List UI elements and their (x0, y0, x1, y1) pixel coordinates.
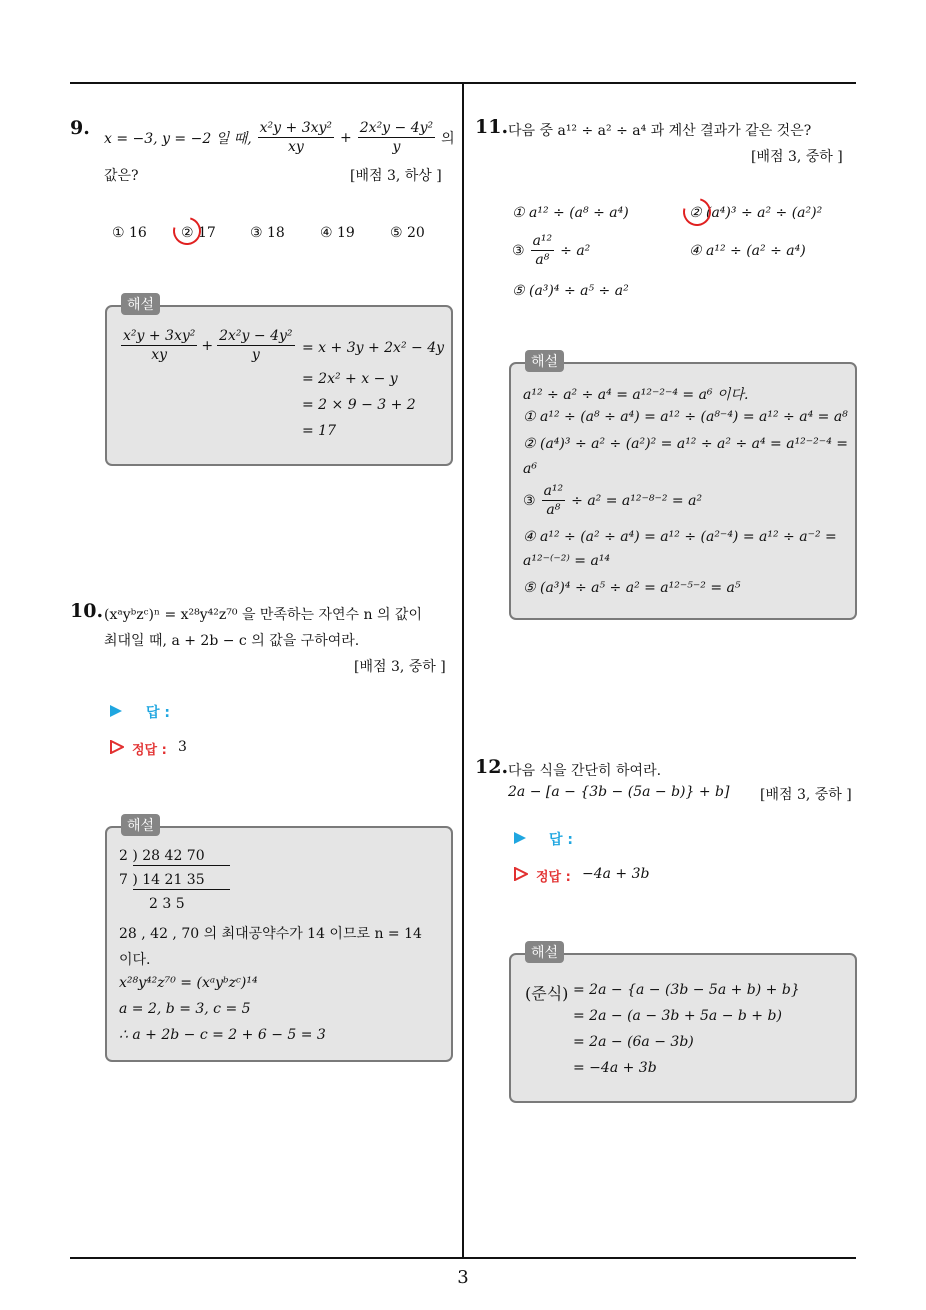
solution-lhs (121, 327, 295, 364)
solution-step: = 2a − (a − 3b + 5a − b + b) (573, 1008, 782, 1024)
question-number: 9. (70, 117, 90, 139)
solution-step: = 2a − (6a − 3b) (573, 1034, 694, 1050)
fraction-1 (258, 119, 334, 156)
solution-line: a⁶ (523, 461, 537, 477)
choice-3[interactable]: ③ 18 (250, 225, 285, 241)
answer-label: 답 : (146, 705, 170, 721)
choice-fraction (531, 232, 555, 269)
choice-2[interactable]: ② (a⁴)³ ÷ a² ÷ (a²)² (689, 205, 823, 221)
solution-step: = 2a − {a − (3b − 5a + b) + b} (573, 982, 800, 998)
correct-value: 3 (178, 739, 187, 755)
choice-tail: ÷ a² (560, 242, 591, 259)
question-lead: x = −3, y = −2 일 때, (104, 130, 252, 147)
question-number: 10. (70, 600, 104, 622)
division-row-2: 7 ) 14 21 35 (119, 872, 205, 888)
correct-triangle-icon (110, 740, 124, 754)
solution-line (523, 482, 702, 519)
solution-tag: 해설 (525, 350, 564, 372)
solution-line: ④ a¹² ÷ (a² ÷ a⁴) = a¹² ÷ (a²⁻⁴) = a¹² ÷ a⁻² = (523, 529, 837, 545)
fraction-numerator: 2x²y − 4y² (359, 120, 434, 136)
fraction-numerator: 2x²y − 4y² (219, 328, 293, 344)
fraction-numerator: x²y + 3xy² (123, 328, 196, 344)
page-number: 3 (457, 1267, 469, 1288)
score-label: [배점 3, 중하 ] (354, 659, 446, 675)
answer-triangle-icon (110, 705, 122, 717)
solution-line: ② (a⁴)³ ÷ a² ÷ (a²)² = a¹² ÷ a² ÷ a⁴ = a¹²⁻²⁻⁴ = (523, 436, 848, 452)
fraction-denominator: xy (287, 139, 304, 155)
choice-5[interactable]: ⑤ 20 (390, 225, 425, 241)
question-text-line2: 값은? (104, 168, 139, 184)
solution-text: ∴ a + 2b − c = 2 + 6 − 5 = 3 (119, 1027, 326, 1043)
question-text (104, 119, 455, 156)
plus-sign: + (201, 337, 214, 354)
fraction-2 (217, 327, 294, 364)
solution-text: x²⁸y⁴²z⁷⁰ = (xᵃyᵇzᶜ)¹⁴ (119, 975, 258, 991)
division-row-3: 2 3 5 (149, 896, 185, 912)
solution-box (105, 818, 453, 1062)
choice-mark: ③ (512, 242, 525, 259)
answer-triangle-icon (514, 832, 526, 844)
fraction-denominator: xy (151, 347, 168, 363)
fraction-1 (121, 327, 197, 364)
solution-line: a¹² ÷ a² ÷ a⁴ = a¹²⁻²⁻⁴ = a⁶ 이다. (523, 387, 749, 403)
solution-box (509, 945, 857, 1103)
division-row-1: 2 ) 28 42 70 (119, 848, 205, 864)
question-text: 다음 중 a¹² ÷ a² ÷ a⁴ 과 계산 결과가 같은 것은? (508, 123, 812, 139)
solution-step: = 2x² + x − y (302, 371, 398, 387)
score-label: [배점 3, 중하 ] (760, 787, 852, 803)
question-number: 12. (475, 756, 509, 778)
choice-1[interactable]: ① a¹² ÷ (a⁸ ÷ a⁴) (512, 205, 629, 221)
solution-step: = −4a + 3b (573, 1060, 657, 1076)
choice-mark: ③ (523, 492, 536, 509)
choice-4[interactable]: ④ a¹² ÷ (a² ÷ a⁴) (689, 243, 806, 259)
solution-tag: 해설 (121, 293, 160, 315)
solution-box (509, 354, 857, 620)
selected-answer-mark (678, 193, 716, 231)
fraction-numerator: a¹² (543, 483, 564, 499)
answer-label: 답 : (549, 832, 573, 848)
solution-tail: ÷ a² = a¹²⁻⁸⁻² = a² (571, 492, 703, 509)
solution-step: = x + 3y + 2x² − 4y (302, 340, 445, 356)
choice-4[interactable]: ④ 19 (320, 225, 355, 241)
division-underline (133, 865, 230, 866)
plus-sign: + (340, 129, 352, 146)
choice-5[interactable]: ⑤ (a³)⁴ ÷ a⁵ ÷ a² (512, 283, 629, 299)
correct-triangle-icon (514, 867, 528, 881)
solution-text: 28 , 42 , 70 의 최대공약수가 14 이므로 n = 14 (119, 926, 422, 942)
solution-tag: 해설 (525, 941, 564, 963)
division-underline (133, 889, 230, 890)
fraction-numerator: x²y + 3xy² (259, 120, 333, 136)
correct-value: −4a + 3b (582, 866, 650, 882)
solution-line: ⑤ (a³)⁴ ÷ a⁵ ÷ a² = a¹²⁻⁵⁻² = a⁵ (523, 580, 741, 596)
solution-step: = 17 (302, 423, 336, 439)
score-label: [배점 3, 중하 ] (751, 149, 843, 165)
solution-box (105, 297, 453, 466)
choice-2[interactable]: ② 17 (181, 225, 216, 241)
fraction-denominator: a⁸ (546, 502, 561, 518)
question-expression: 2a − [a − {3b − (5a − b)} + b] (508, 784, 730, 800)
solution-text: a = 2, b = 3, c = 5 (119, 1001, 251, 1017)
fraction-denominator: y (392, 139, 401, 155)
correct-label: 정답 : (536, 870, 571, 885)
solution-line: a¹²⁻⁽⁻²⁾ = a¹⁴ (523, 553, 611, 569)
question-text-line2: 최대일 때, a + 2b − c 의 값을 구하여라. (104, 633, 360, 649)
solution-step: = 2 × 9 − 3 + 2 (302, 397, 416, 413)
question-text: 다음 식을 간단히 하여라. (508, 763, 662, 779)
choice-1[interactable]: ① 16 (112, 225, 147, 241)
solution-text: 이다. (119, 952, 151, 968)
question-tail: 의 (441, 130, 455, 147)
fraction-numerator: a¹² (532, 233, 553, 249)
solution-fraction (542, 482, 566, 519)
fraction-denominator: y (251, 347, 260, 363)
question-text: (xᵃyᵇzᶜ)ⁿ = x²⁸y⁴²z⁷⁰ 을 만족하는 자연수 n 의 값이 (104, 607, 422, 623)
question-number: 11. (475, 116, 509, 138)
selected-answer-mark (168, 212, 206, 250)
solution-lhs: (준식) (525, 984, 569, 1003)
choice-3[interactable] (512, 232, 590, 269)
correct-label: 정답 : (132, 743, 167, 758)
score-label: [배점 3, 하상 ] (350, 168, 442, 184)
solution-line: ① a¹² ÷ (a⁸ ÷ a⁴) = a¹² ÷ (a⁸⁻⁴) = a¹² ÷ a⁴ = a⁸ (523, 409, 848, 425)
solution-tag: 해설 (121, 814, 160, 836)
fraction-denominator: a⁸ (535, 252, 550, 268)
column-divider (462, 83, 464, 1259)
fraction-2 (358, 119, 435, 156)
